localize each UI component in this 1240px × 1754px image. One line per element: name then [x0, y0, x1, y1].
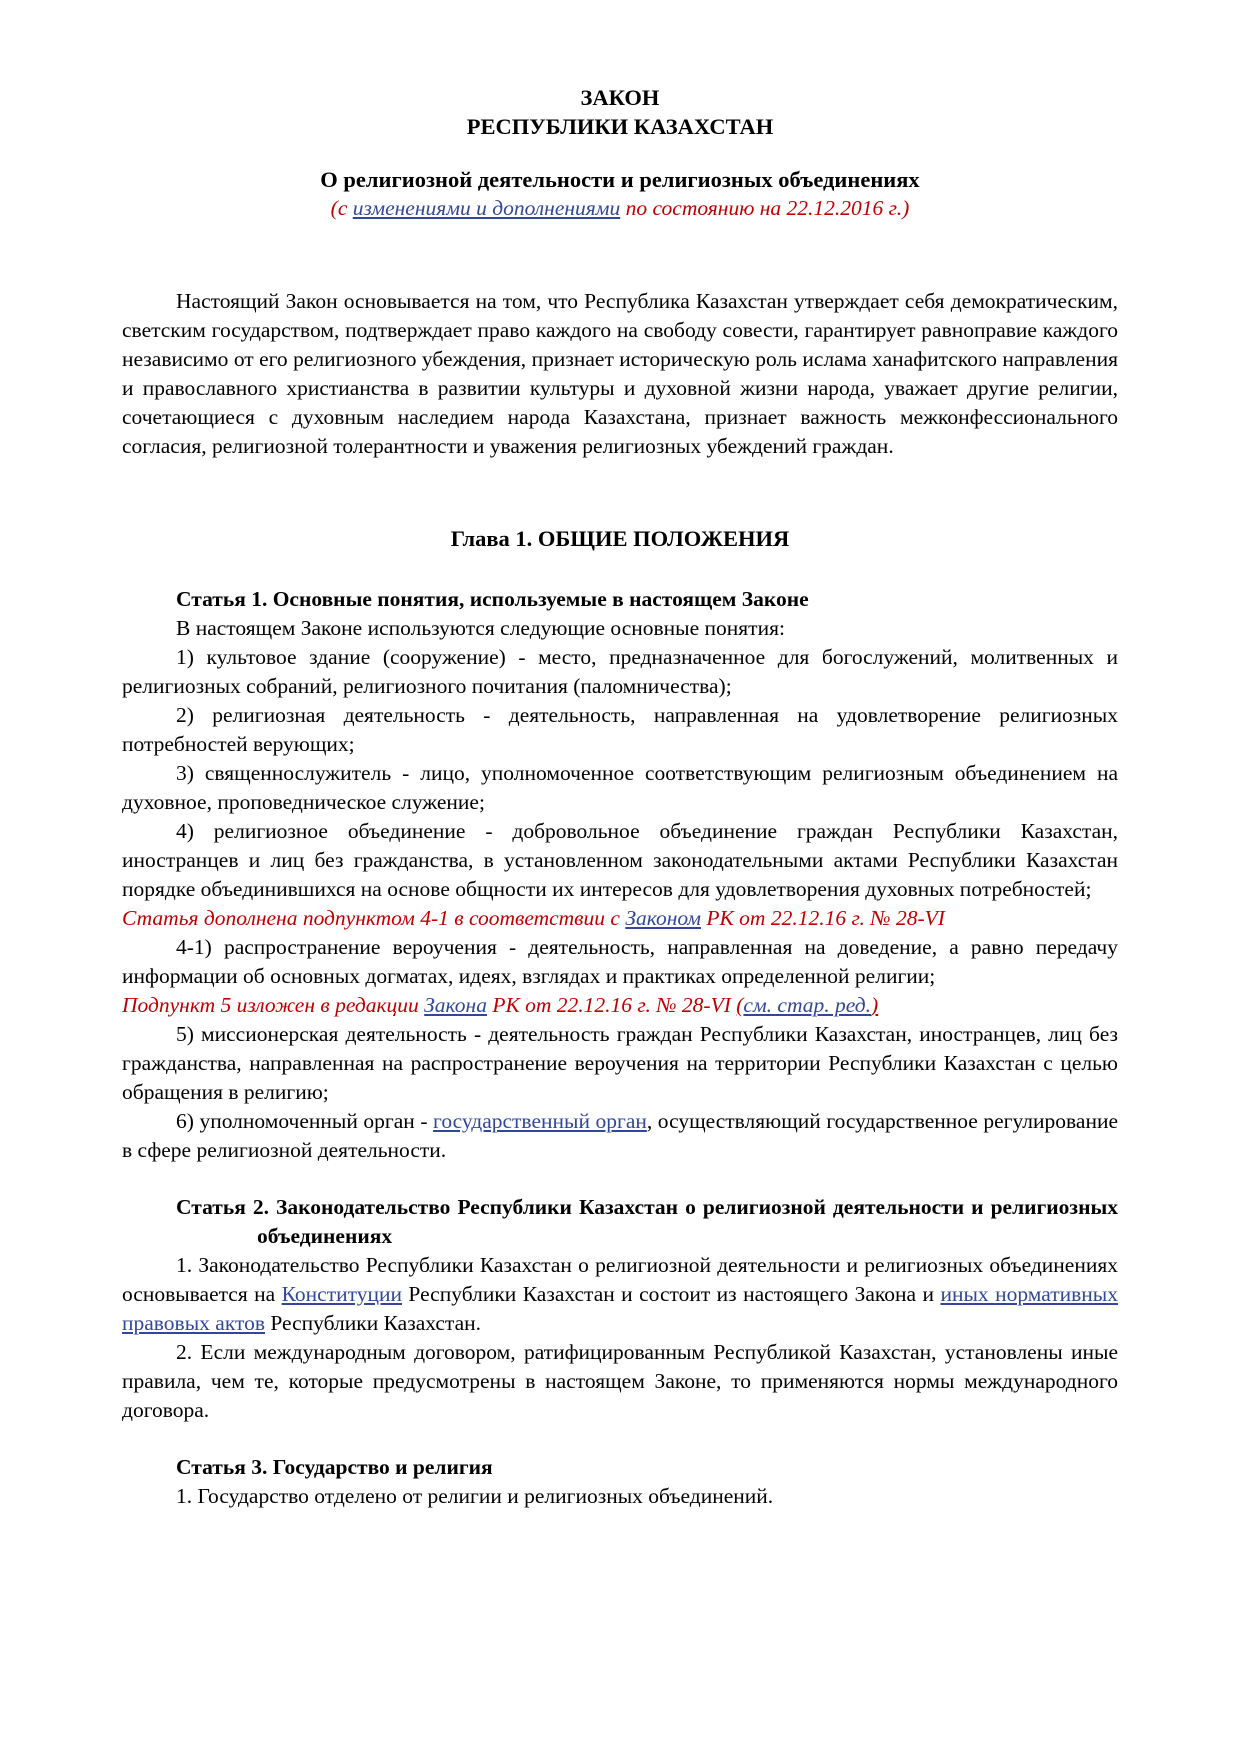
state-body-link[interactable]: государственный орган: [433, 1109, 647, 1133]
doc-type-line1: ЗАКОН: [580, 85, 660, 110]
article-2-paragraph-1: [122, 1251, 1118, 1338]
document-title: О религиозной деятельности и религиозных объединениях: [320, 167, 920, 192]
article-2-p1-middle: Республики Казахстан и состоит из настоящего Закона и: [402, 1282, 941, 1306]
definition-item-4-1: 4-1) распространение вероучения - деятельность, направленная на доведение, а равно передачу информации об основных догматах, идеях, взглядах и практиках определенной религии;: [122, 935, 1118, 988]
law-link-5[interactable]: Закона: [424, 993, 487, 1017]
definition-item-4: 4) религиозное объединение - добровольное объединение граждан Республики Казахстан, иностранцев и лиц без гражданства, в установленном законодательными актами Республики Казахстан порядке объединившихся на основе общности их интересов для удовлетворения духовных потребностей;: [122, 819, 1118, 901]
article-3-paragraph-1: 1. Государство отделено от религии и религиозных объединений.: [176, 1484, 774, 1508]
legal-acts-link[interactable]: иных нормативных правовых актов: [122, 1282, 1118, 1335]
law-link-4-1[interactable]: Законом: [625, 906, 702, 930]
article-2-paragraph-2: 2. Если международным договором, ратифицированным Республикой Казахстан, установлены иные правила, чем те, которые предусмотрены в настоящем Законе, то применяются нормы международного договора.: [122, 1340, 1118, 1422]
article-1-heading: Статья 1. Основные понятия, используемые в настоящем Законе: [176, 587, 809, 611]
definition-item-3: 3) священнослужитель - лицо, уполномоченное соответствующим религиозным объединением на духовное, проповедническое служение;: [122, 761, 1118, 814]
preamble-paragraph: Настоящий Закон основывается на том, что Республика Казахстан утверждает себя демократическим, светским государством, подтверждает право каждого на свободу совести, гарантирует равноправие каждого независимо от его религиозного убеждения, признает историческую роль ислама ханафитского направления и православного христианства в развитии культуры и духовной жизни народа, уважает другие религии, сочетающиеся с духовным наследием народа Казахстана, признает важность межконфессионального согласия, религиозной толерантности и уважения религиозных убеждений граждан.: [122, 289, 1118, 458]
article-2-heading: Статья 2. Законодательство Республики Казахстан о религиозной деятельности и религиозных объединениях: [176, 1195, 1118, 1248]
definition-item-2: 2) религиозная деятельность - деятельность, направленная на удовлетворение религиозных потребностей верующих;: [122, 703, 1118, 756]
note-4-1-prefix: Статья дополнена подпунктом 4-1 в соответствии с: [122, 906, 626, 930]
note-5-middle: РК от 22.12.16 г. № 28-VI: [486, 993, 737, 1017]
note-5-paren-open: (: [736, 993, 744, 1017]
definition-item-5: 5) миссионерская деятельность - деятельность граждан Республики Казахстан, иностранцев, лиц без гражданства, направленная на распространение вероучения на территории Республики Казахстан с целью обращения в религию;: [122, 1022, 1118, 1104]
amendment-note-5: [122, 991, 1118, 1020]
item-6-suffix: , осуществляющий государственное регулирование в сфере религиозной деятельности.: [122, 1109, 1119, 1162]
subtitle-suffix: по состоянию на 22.12.2016 г.): [620, 196, 910, 220]
definition-item-1: 1) культовое здание (сооружение) - место, предназначенное для богослужений, молитвенных и религиозных собраний, религиозного почитания (паломничества);: [122, 645, 1118, 698]
article-3-heading: Статья 3. Государство и религия: [176, 1455, 493, 1479]
constitution-link[interactable]: Конституции: [281, 1282, 402, 1306]
article-2-p1-suffix: Республики Казахстан.: [265, 1311, 481, 1335]
note-5-paren-close: ): [871, 993, 879, 1017]
note-5-prefix: Подпункт 5 изложен в редакции: [122, 993, 425, 1017]
subtitle-prefix: (с: [330, 196, 353, 220]
article-1-intro: В настоящем Законе используются следующие основные понятия:: [176, 616, 785, 640]
article-2-p1-prefix: 1. Законодательство Республики Казахстан о религиозной деятельности и религиозных объединениях основывается на: [122, 1253, 1118, 1306]
note-4-1-suffix: РК от 22.12.16 г. № 28-VI: [701, 906, 945, 930]
old-version-link[interactable]: см. стар. ред.: [743, 993, 872, 1017]
amendment-status-line: [122, 194, 1118, 223]
definition-item-6: [122, 1107, 1118, 1165]
amendment-note-4-1: [122, 904, 1118, 933]
item-6-prefix: 6) уполномоченный орган -: [176, 1109, 434, 1133]
doc-type-heading: [122, 83, 1118, 141]
doc-type-line2: РЕСПУБЛИКИ КАЗАХСТАН: [466, 114, 774, 139]
amendments-link[interactable]: изменениями и дополнениями: [352, 196, 621, 220]
chapter-1-heading: Глава 1. ОБЩИЕ ПОЛОЖЕНИЯ: [450, 526, 790, 551]
